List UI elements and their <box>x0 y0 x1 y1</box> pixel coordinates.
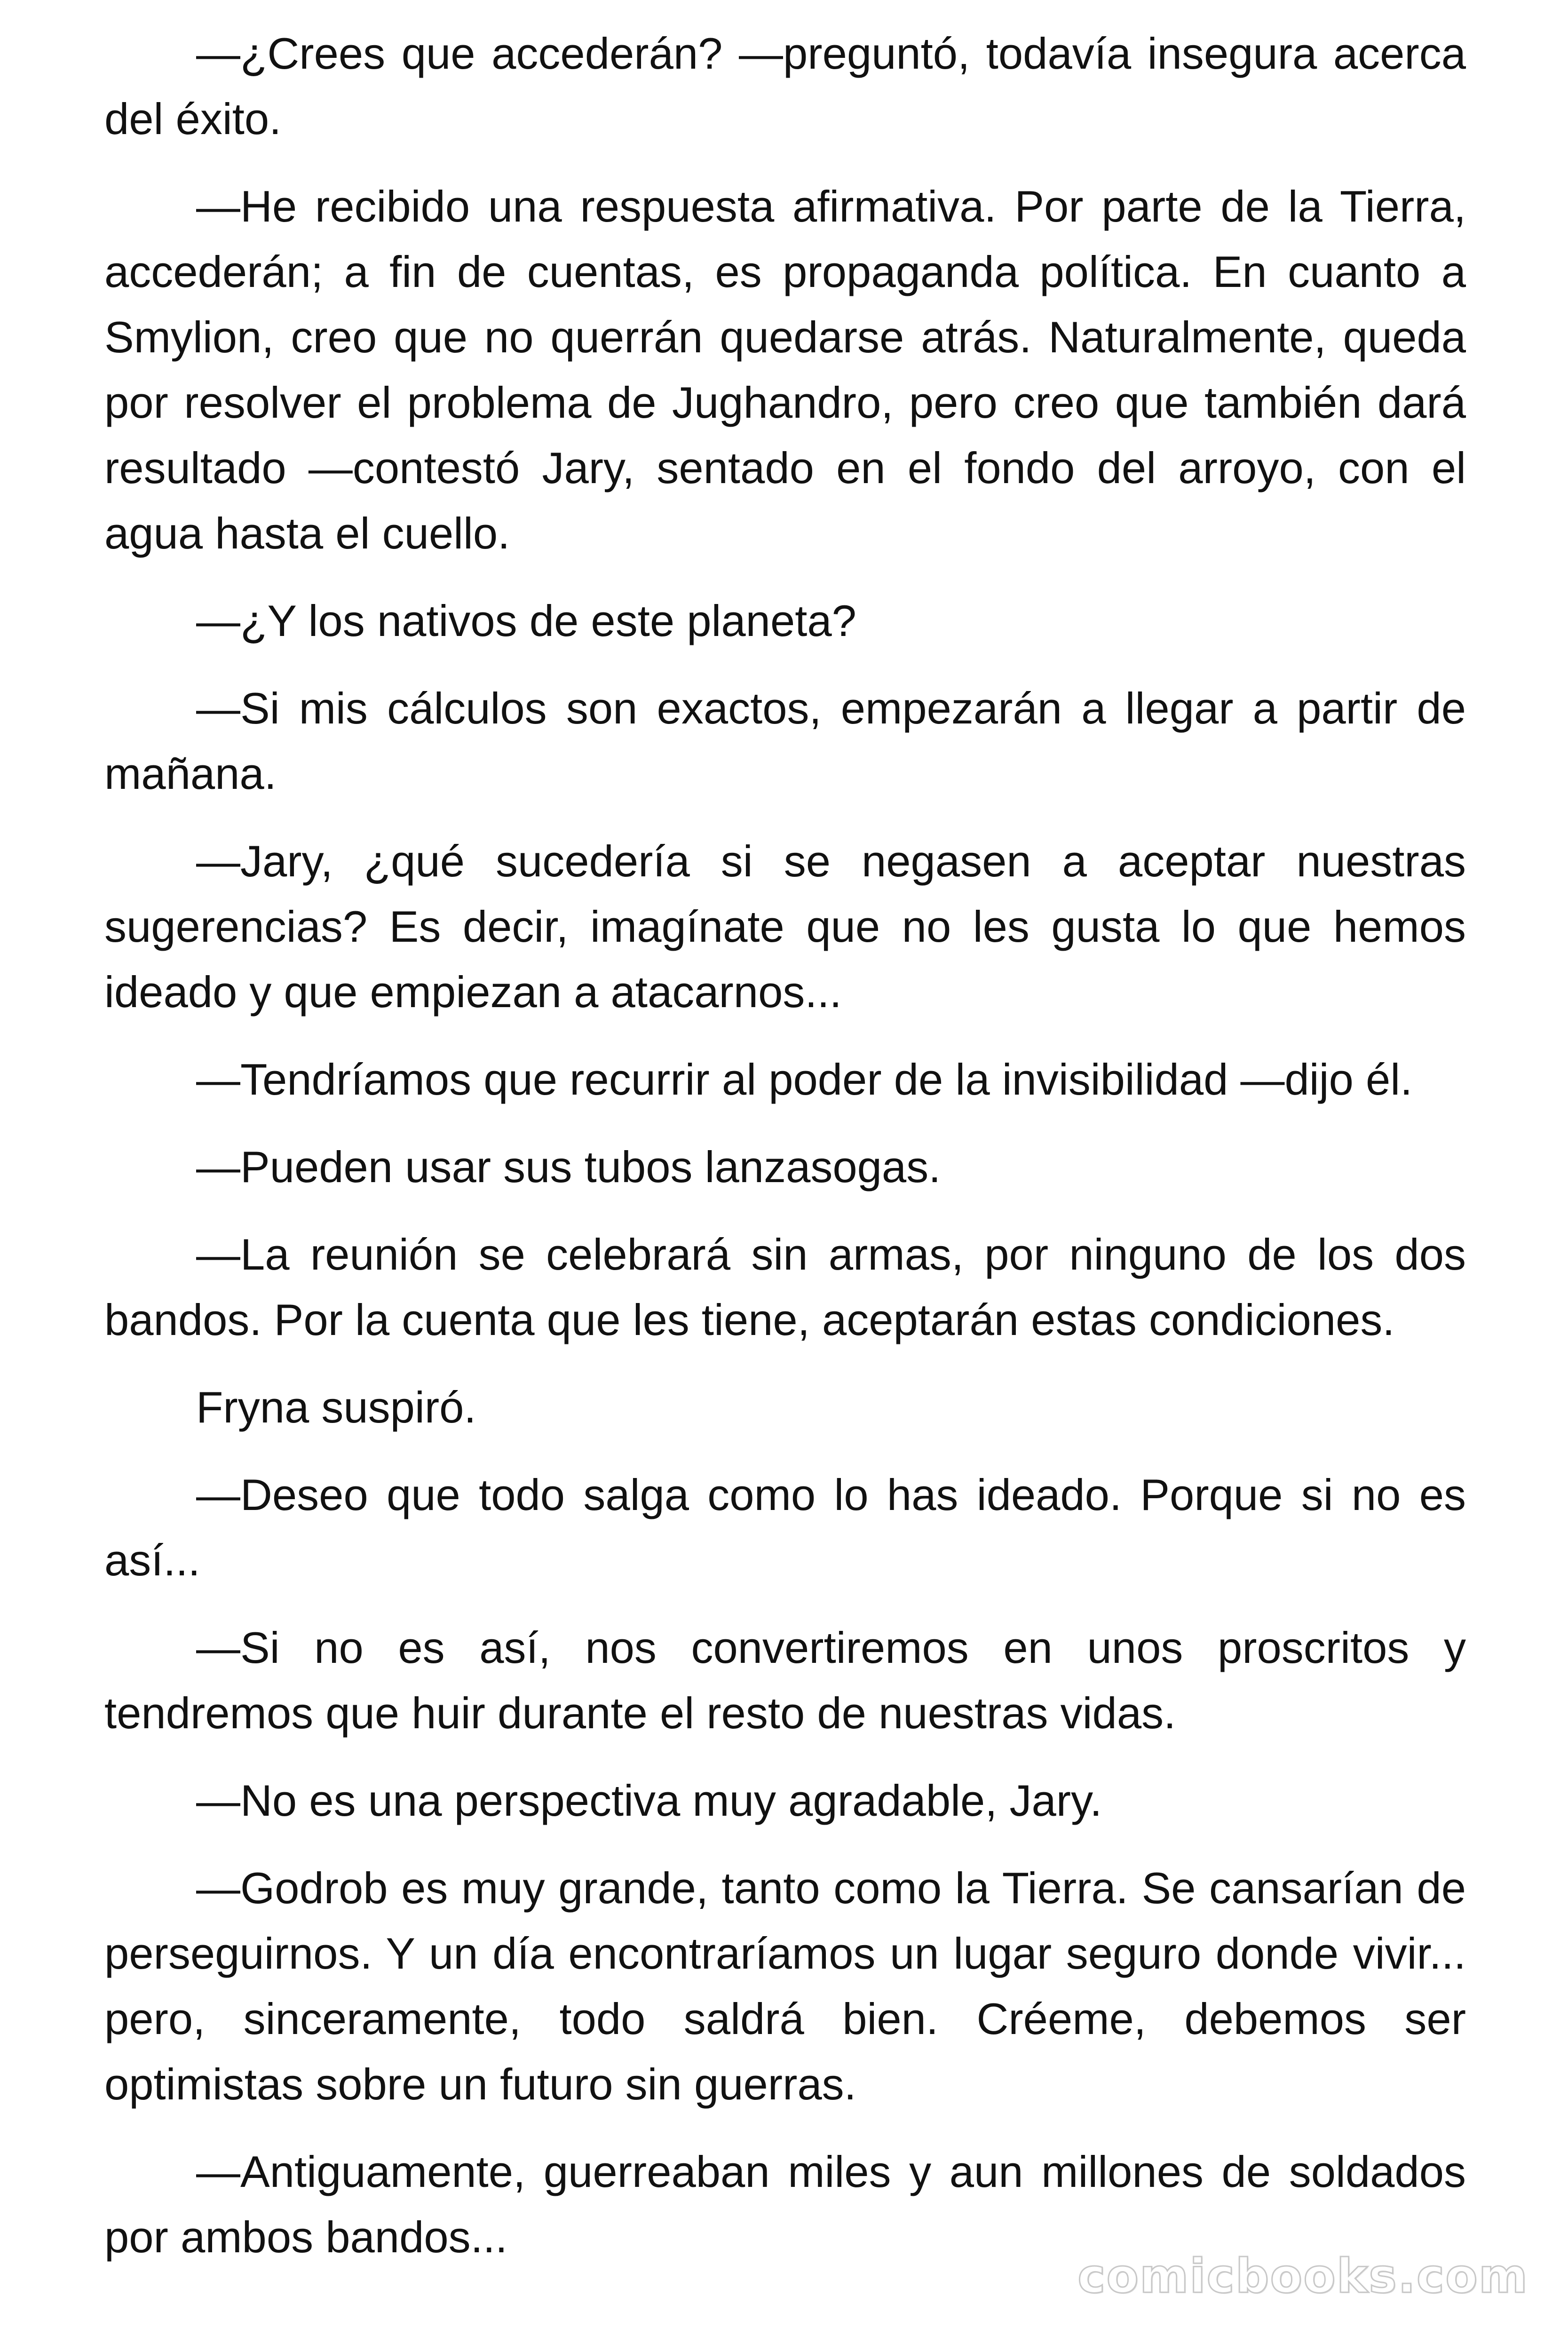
paragraph-1: —¿Crees que accederán? —preguntó, todavía insegura acerca del éxito. <box>104 29 1466 143</box>
watermark-text: comicbooks.com <box>1077 2249 1528 2304</box>
paragraph-12: —No es una perspectiva muy agradable, Jary. <box>196 1776 1102 1825</box>
paragraph-9: Fryna suspiró. <box>196 1383 476 1432</box>
paragraph-5: —Jary, ¿qué sucedería si se negasen a aceptar nuestras sugerencias? Es decir, imagínate que no les gusta lo que hemos ideado y que empiezan a atacarnos... <box>104 836 1466 1017</box>
page-text <box>104 21 1466 2292</box>
paragraph-14: —Antiguamente, guerreaban miles y aun millones de soldados por ambos bandos... <box>104 2147 1466 2262</box>
paragraph-10: —Deseo que todo salga como lo has ideado. Porque si no es así... <box>104 1470 1466 1585</box>
paragraph-6: —Tendríamos que recurrir al poder de la invisibilidad —dijo él. <box>196 1055 1413 1104</box>
paragraph-11: —Si no es así, nos convertiremos en unos proscritos y tendremos que huir durante el resto de nuestras vidas. <box>104 1623 1466 1738</box>
paragraph-2: —He recibido una respuesta afirmativa. Por parte de la Tierra, accederán; a fin de cuentas, es propaganda política. En cuanto a Smylion, creo que no querrán quedarse atrás. Naturalmente, queda por resolver el problema de Jughandro, pero creo que también dará resultado —contestó Jary, sentado en el fondo del arroyo, con el agua hasta el cuello. <box>104 182 1466 558</box>
paragraph-3: —¿Y los nativos de este planeta? <box>196 596 856 645</box>
paragraph-13: —Godrob es muy grande, tanto como la Tierra. Se cansarían de perseguirnos. Y un día encontraríamos un lugar seguro donde vivir... pero, sinceramente, todo saldrá bien. Créeme, debemos ser optimistas sobre un futuro sin guerras. <box>104 1863 1466 2109</box>
paragraph-7: —Pueden usar sus tubos lanzasogas. <box>196 1142 941 1192</box>
paragraph-8: —La reunión se celebrará sin armas, por ninguno de los dos bandos. Por la cuenta que les tiene, aceptarán estas condiciones. <box>104 1230 1466 1344</box>
paragraph-4: —Si mis cálculos son exactos, empezarán a llegar a partir de mañana. <box>104 683 1466 798</box>
